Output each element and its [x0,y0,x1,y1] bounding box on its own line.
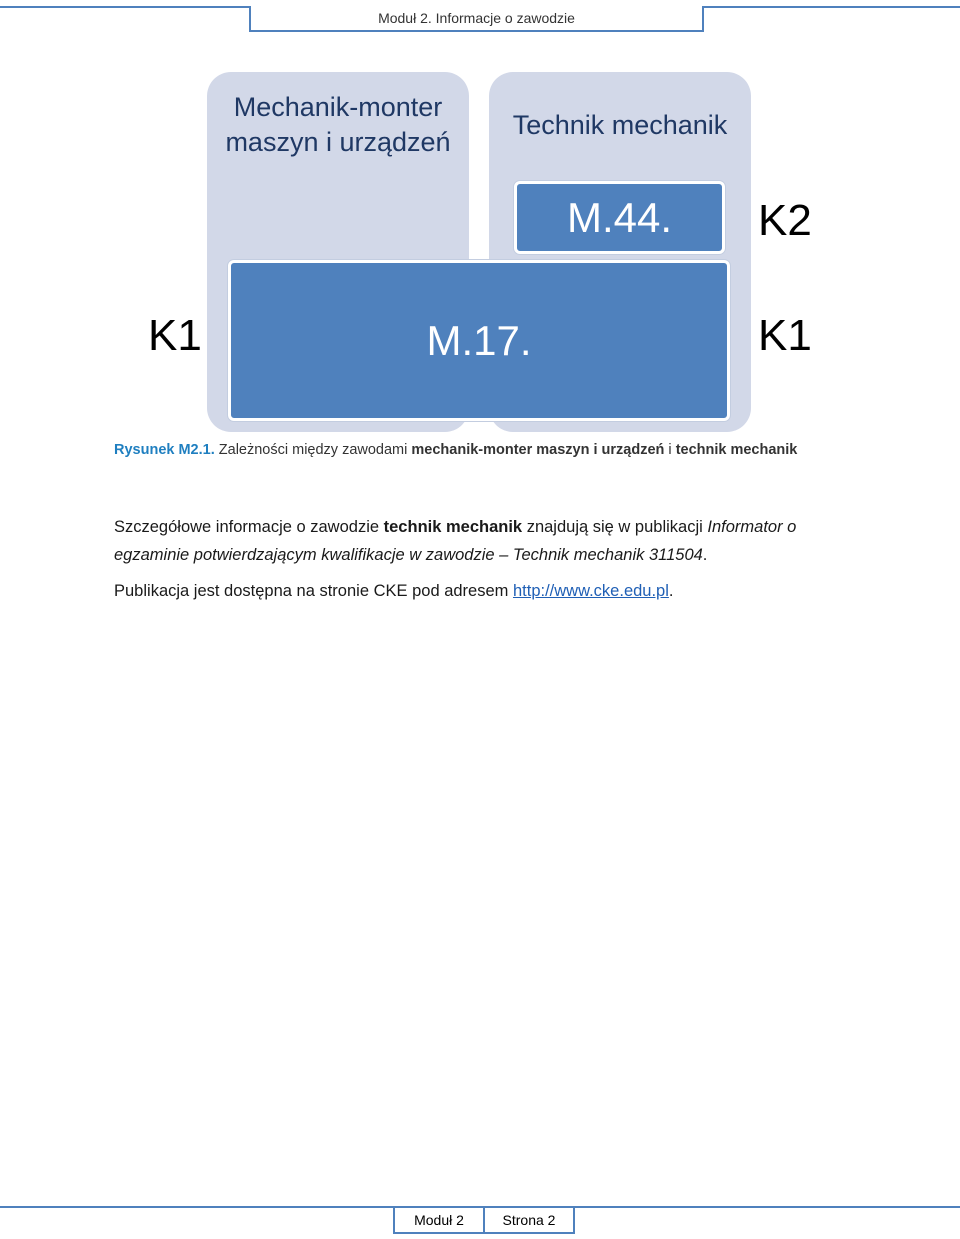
p1-text-2: znajdują się w publikacji [522,518,708,536]
footer-page-label: Strona 2 [502,1212,556,1228]
level-label-k2: K2 [758,196,812,245]
level-label-k1-left: K1 [148,311,202,360]
figure-caption [114,438,814,462]
paragraph-availability [114,577,874,605]
column-title-line-1: Mechanik-monter [233,92,443,122]
footer-rule-right [575,1206,960,1208]
header-rule-left [0,6,249,8]
p1-publication-title: Informator o egzaminie potwierdzającym kwalifikacje w zawodzie – Technik mechanik 311504 [114,518,797,564]
footer-page-number [483,1206,575,1234]
paragraph-details [114,513,874,569]
column-title-technik-mechanik: Technik mechanik [512,110,728,140]
p2-text: Publikacja jest dostępna na stronie CKE pod adresem [114,582,513,600]
caption-label: Rysunek M2.1. [114,442,215,458]
caption-text-2: i [664,442,676,458]
footer-module [393,1206,485,1234]
footer-rule-left [0,1206,393,1208]
caption-bold-1: mechanik-monter maszyn i urządzeń [411,442,665,458]
caption-bold-2: technik mechanik [675,442,798,458]
qualification-code-m17: M.17. [426,316,532,364]
p1-text-1: Szczegółowe informacje o zawodzie [114,518,384,536]
p1-bold: technik mechanik [383,518,523,536]
p1-end: . [702,546,708,564]
qualification-block-m44 [514,181,725,254]
column-title-mechanik-monter [207,90,469,160]
header-rule-right [704,6,960,8]
footer-module-label: Moduł 2 [414,1212,464,1228]
header-title: Moduł 2. Informacje o zawodzie [378,10,575,26]
page-header [249,6,704,32]
p2-end: . [668,582,674,600]
column-title-line-2: maszyn i urządzeń [225,127,451,157]
caption-text-1: Zależności między zawodami [214,442,412,458]
cke-link[interactable]: http://www.cke.edu.pl [512,582,669,600]
level-label-k1-right: K1 [758,311,812,360]
qualification-code-m44: M.44. [566,193,673,241]
qualification-block-m17 [228,260,730,421]
